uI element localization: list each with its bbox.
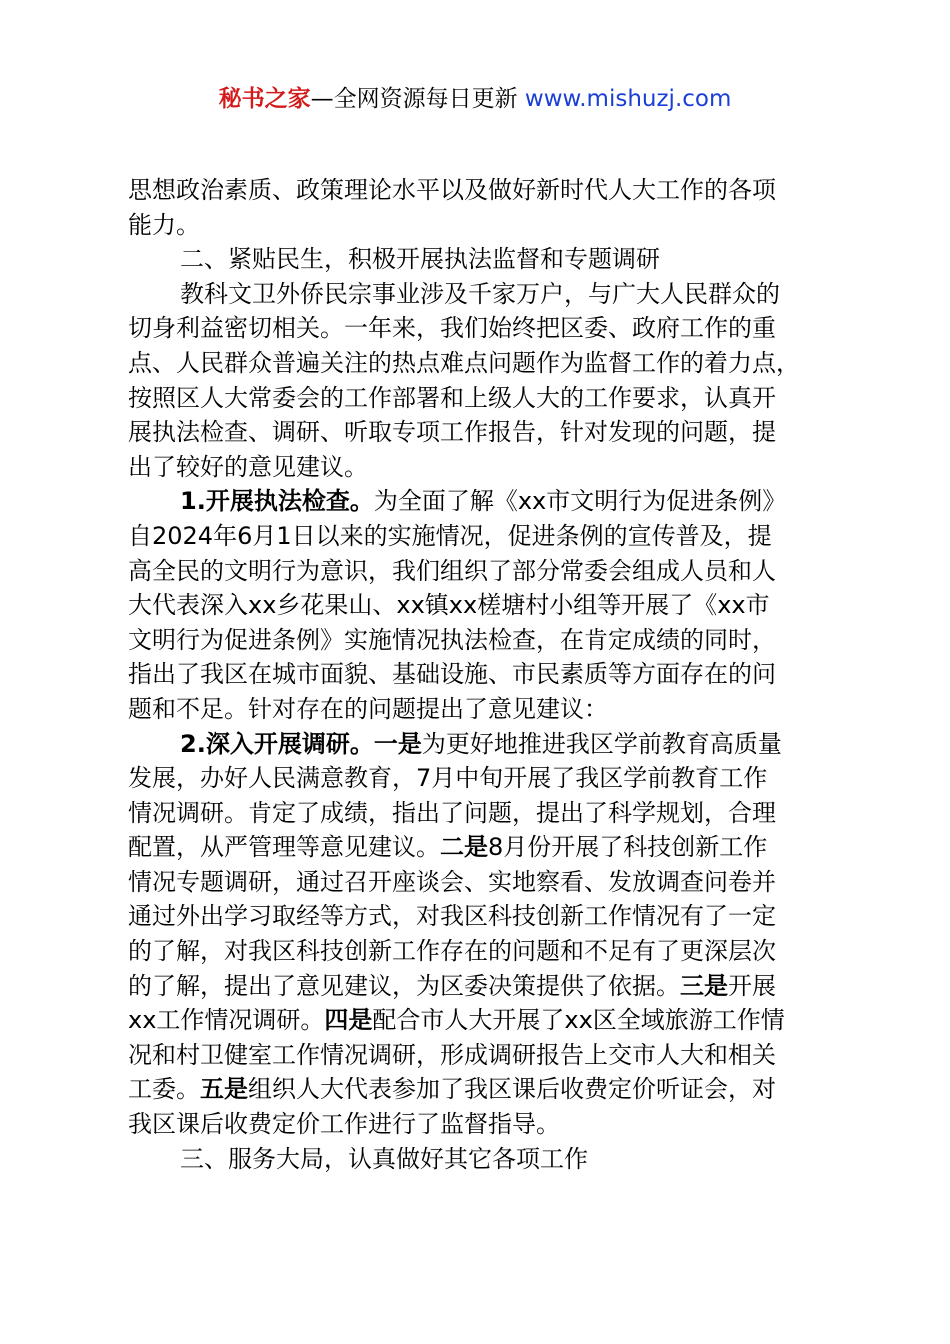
bold-text: 2.深入开展调研。 — [180, 729, 374, 758]
text-line — [128, 484, 838, 519]
text-line — [128, 1003, 838, 1038]
text-line — [128, 899, 838, 934]
site-brand: 秘书之家 — [218, 86, 311, 112]
bold-text: 四是 — [324, 1006, 373, 1035]
text-segment: 思想政治素质、政策理论水平以及做好新时代人大工作的各项 — [128, 176, 776, 204]
text-segment: 教科文卫外侨民宗事业涉及千家万户，与广大人民群众的 — [180, 279, 780, 308]
text-line — [128, 657, 838, 692]
text-line — [128, 830, 838, 865]
text-segment: 的了解，提出了意见建议，为区委决策提供了依据。 — [128, 971, 680, 1000]
text-segment: 出了较好的意见建议。 — [128, 452, 368, 481]
text-line — [128, 346, 838, 381]
text-segment: 发展，办好人民满意教育，7月中旬开展了我区学前教育工作 — [128, 764, 768, 793]
text-segment: 文明行为促进条例》实施情况执法检查，在肯定成绩的同时， — [128, 625, 776, 654]
document-body — [128, 173, 838, 1176]
text-segment: 的了解，对我区科技创新工作存在的问题和不足有了更深层次 — [128, 937, 776, 966]
text-segment: 切身利益密切相关。一年来，我们始终把区委、政府工作的重 — [128, 314, 776, 343]
bold-text: 三是 — [680, 971, 728, 1000]
text-line — [128, 554, 838, 589]
text-line — [128, 381, 838, 416]
text-segment: 通过外出学习取经等方式，对我区科技创新工作情况有了一定 — [128, 902, 776, 931]
text-line — [128, 277, 838, 312]
bold-text: 二是 — [440, 833, 488, 862]
text-line — [128, 623, 838, 658]
site-header — [0, 80, 950, 113]
site-url[interactable]: www.mishuzj.com — [524, 86, 732, 112]
text-segment: 能力。 — [128, 210, 200, 239]
text-segment: 配合市人大开展了xx区全域旅游工作情 — [372, 1006, 785, 1035]
text-line — [128, 588, 838, 623]
text-line — [128, 311, 838, 346]
bold-text: 1.开展执法检查。 — [180, 487, 374, 516]
text-segment: 开展 — [728, 971, 776, 1000]
text-segment: 题和不足。针对存在的问题提出了意见建议： — [128, 694, 608, 723]
text-segment: xx工作情况调研。 — [128, 1006, 325, 1035]
text-line — [128, 173, 838, 208]
text-segment: 自2024年6月1日以来的实施情况，促进条例的宣传普及，提 — [128, 521, 772, 550]
text-line — [128, 208, 838, 243]
text-segment: 高全民的文明行为意识，我们组织了部分常委会组成人员和人 — [128, 556, 776, 585]
text-segment: 按照区人大常委会的工作部署和上级人大的工作要求，认真开 — [128, 383, 776, 412]
text-segment: 况和村卫健室工作情况调研，形成调研报告上交市人大和相关 — [128, 1040, 776, 1069]
text-segment: 配置，从严管理等意见建议。 — [128, 833, 440, 862]
text-line — [128, 1142, 838, 1177]
text-segment: 情况专题调研，通过召开座谈会、实地察看、发放调查问卷并 — [128, 867, 776, 896]
text-line — [128, 1072, 838, 1107]
text-line — [128, 796, 838, 831]
text-segment: 点、人民群众普遍关注的热点难点问题作为监督工作的着力点， — [128, 348, 800, 377]
text-segment: 为全面了解《xx市文明行为促进条例》 — [373, 487, 787, 516]
text-segment: 展执法检查、调研、听取专项工作报告，针对发现的问题，提 — [128, 418, 776, 447]
text-line — [128, 519, 838, 554]
text-line — [128, 692, 838, 727]
text-segment: 二、紧贴民生，积极开展执法监督和专题调研 — [180, 245, 660, 274]
text-line — [128, 1038, 838, 1073]
text-segment: 我区课后收费定价工作进行了监督指导。 — [128, 1110, 560, 1139]
text-line — [128, 761, 838, 796]
text-segment: 工委。 — [128, 1075, 200, 1104]
bold-text: 一是 — [373, 729, 422, 758]
text-segment: 大代表深入xx乡花果山、xx镇xx槎塘村小组等开展了《xx市 — [128, 591, 770, 620]
site-tagline: —全网资源每日更新 — [310, 86, 525, 112]
bold-text: 五是 — [200, 1075, 248, 1104]
text-line — [128, 1107, 838, 1142]
text-segment: 三、服务大局，认真做好其它各项工作 — [180, 1144, 588, 1173]
text-segment: 指出了我区在城市面貌、基础设施、市民素质等方面存在的问 — [128, 660, 776, 689]
text-segment: 为更好地推进我区学前教育高质量 — [421, 729, 782, 758]
text-line — [128, 969, 838, 1004]
text-line — [128, 865, 838, 900]
text-segment: 组织人大代表参加了我区课后收费定价听证会，对 — [248, 1075, 776, 1104]
text-line — [128, 450, 838, 485]
text-line — [128, 934, 838, 969]
text-line — [128, 727, 838, 762]
text-line — [128, 415, 838, 450]
text-segment: 8月份开展了科技创新工作 — [488, 833, 768, 862]
text-line — [128, 242, 838, 277]
text-segment: 情况调研。肯定了成绩，指出了问题，提出了科学规划，合理 — [128, 798, 776, 827]
